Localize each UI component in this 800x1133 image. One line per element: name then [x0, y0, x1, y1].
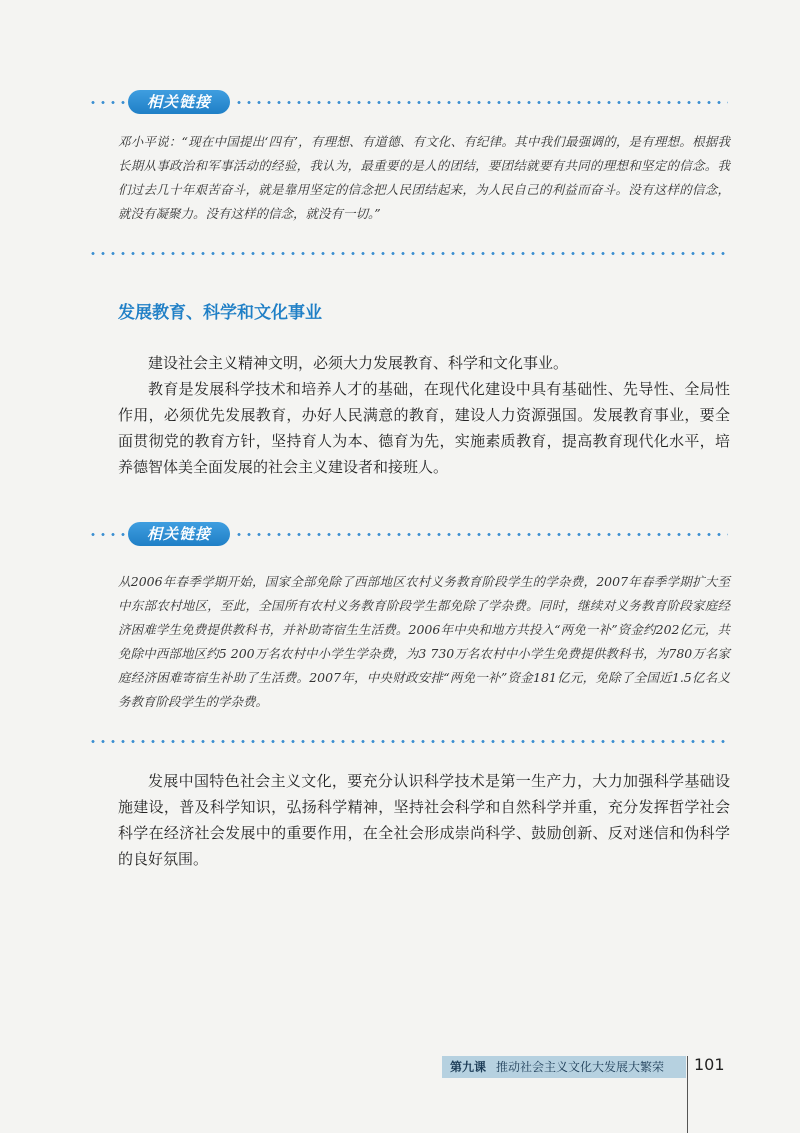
footer-rule	[687, 1056, 688, 1133]
dotted-divider	[88, 101, 126, 104]
dotted-divider	[88, 740, 728, 743]
footer-lesson-bar	[442, 1056, 686, 1078]
page-number: 101	[694, 1055, 725, 1074]
dotted-divider	[88, 533, 126, 536]
dotted-divider	[234, 533, 728, 536]
related-link-text: 邓小平说：“现在中国提出‘四有’，有理想、有道德、有文化、有纪律。其中我们最强调的，是有理想。根据我长期从事政治和军事活动的经验，我认为，最重要的是人的团结，要团结就要有共同的理想和坚定的信念。我们过去几十年艰苦奋斗，就是靠用坚定的信念把人民团结起来，为人民自己的利益而奋斗。没有这样的信念，就没有凝聚力。没有这样的信念，就没有一切。”	[118, 134, 730, 221]
lesson-number: 第九课	[450, 1060, 487, 1074]
paragraph: 教育是发展科学技术和培养人才的基础，在现代化建设中具有基础性、先导性、全局性作用，必须优先发展教育，办好人民满意的教育，建设人力资源强国。发展教育事业，要全面贯彻党的教育方针，坚持育人为本、德育为先，实施素质教育，提高教育现代化水平，培养德智体美全面发展的社会主义建设者和接班人。	[118, 380, 730, 476]
dotted-divider	[88, 252, 728, 255]
related-link-header	[88, 90, 728, 114]
related-link-badge: 相关链接	[128, 522, 230, 546]
related-link-header	[88, 522, 728, 546]
related-link-text: 从2006年春季学期开始，国家全部免除了西部地区农村义务教育阶段学生的学杂费，2007年春季学期扩大至中东部农村地区，至此，全国所有农村义务教育阶段学生都免除了学杂费。同时，继续对义务教育阶段家庭经济困难学生免费提供教科书，并补助寄宿生生活费。2006年中央和地方共投入“两免一补”资金约202亿元，共免除中西部地区约5 200万名农村中小学生学杂费，为3 730万名农村中小学生免费提供教科书，为780万名家庭经济困难寄宿生补助了生活费。2007年，中央财政安排“两免一补”资金181亿元，免除了全国近1.5亿名义务教育阶段学生的学杂费。	[118, 574, 730, 709]
section-body	[118, 768, 730, 872]
dotted-divider	[234, 101, 728, 104]
paragraph: 建设社会主义精神文明，必须大力发展教育、科学和文化事业。	[148, 354, 569, 372]
related-link-badge: 相关链接	[128, 90, 230, 114]
section-title: 发展教育、科学和文化事业	[118, 303, 322, 323]
section-body	[118, 350, 730, 480]
paragraph: 发展中国特色社会主义文化，要充分认识科学技术是第一生产力，大力加强科学基础设施建设，普及科学知识，弘扬科学精神，坚持社会科学和自然科学并重，充分发挥哲学社会科学在经济社会发展中的重要作用，在全社会形成崇尚科学、鼓励创新、反对迷信和伪科学的良好氛围。	[118, 772, 730, 868]
lesson-title: 推动社会主义文化大发展大繁荣	[496, 1060, 665, 1074]
